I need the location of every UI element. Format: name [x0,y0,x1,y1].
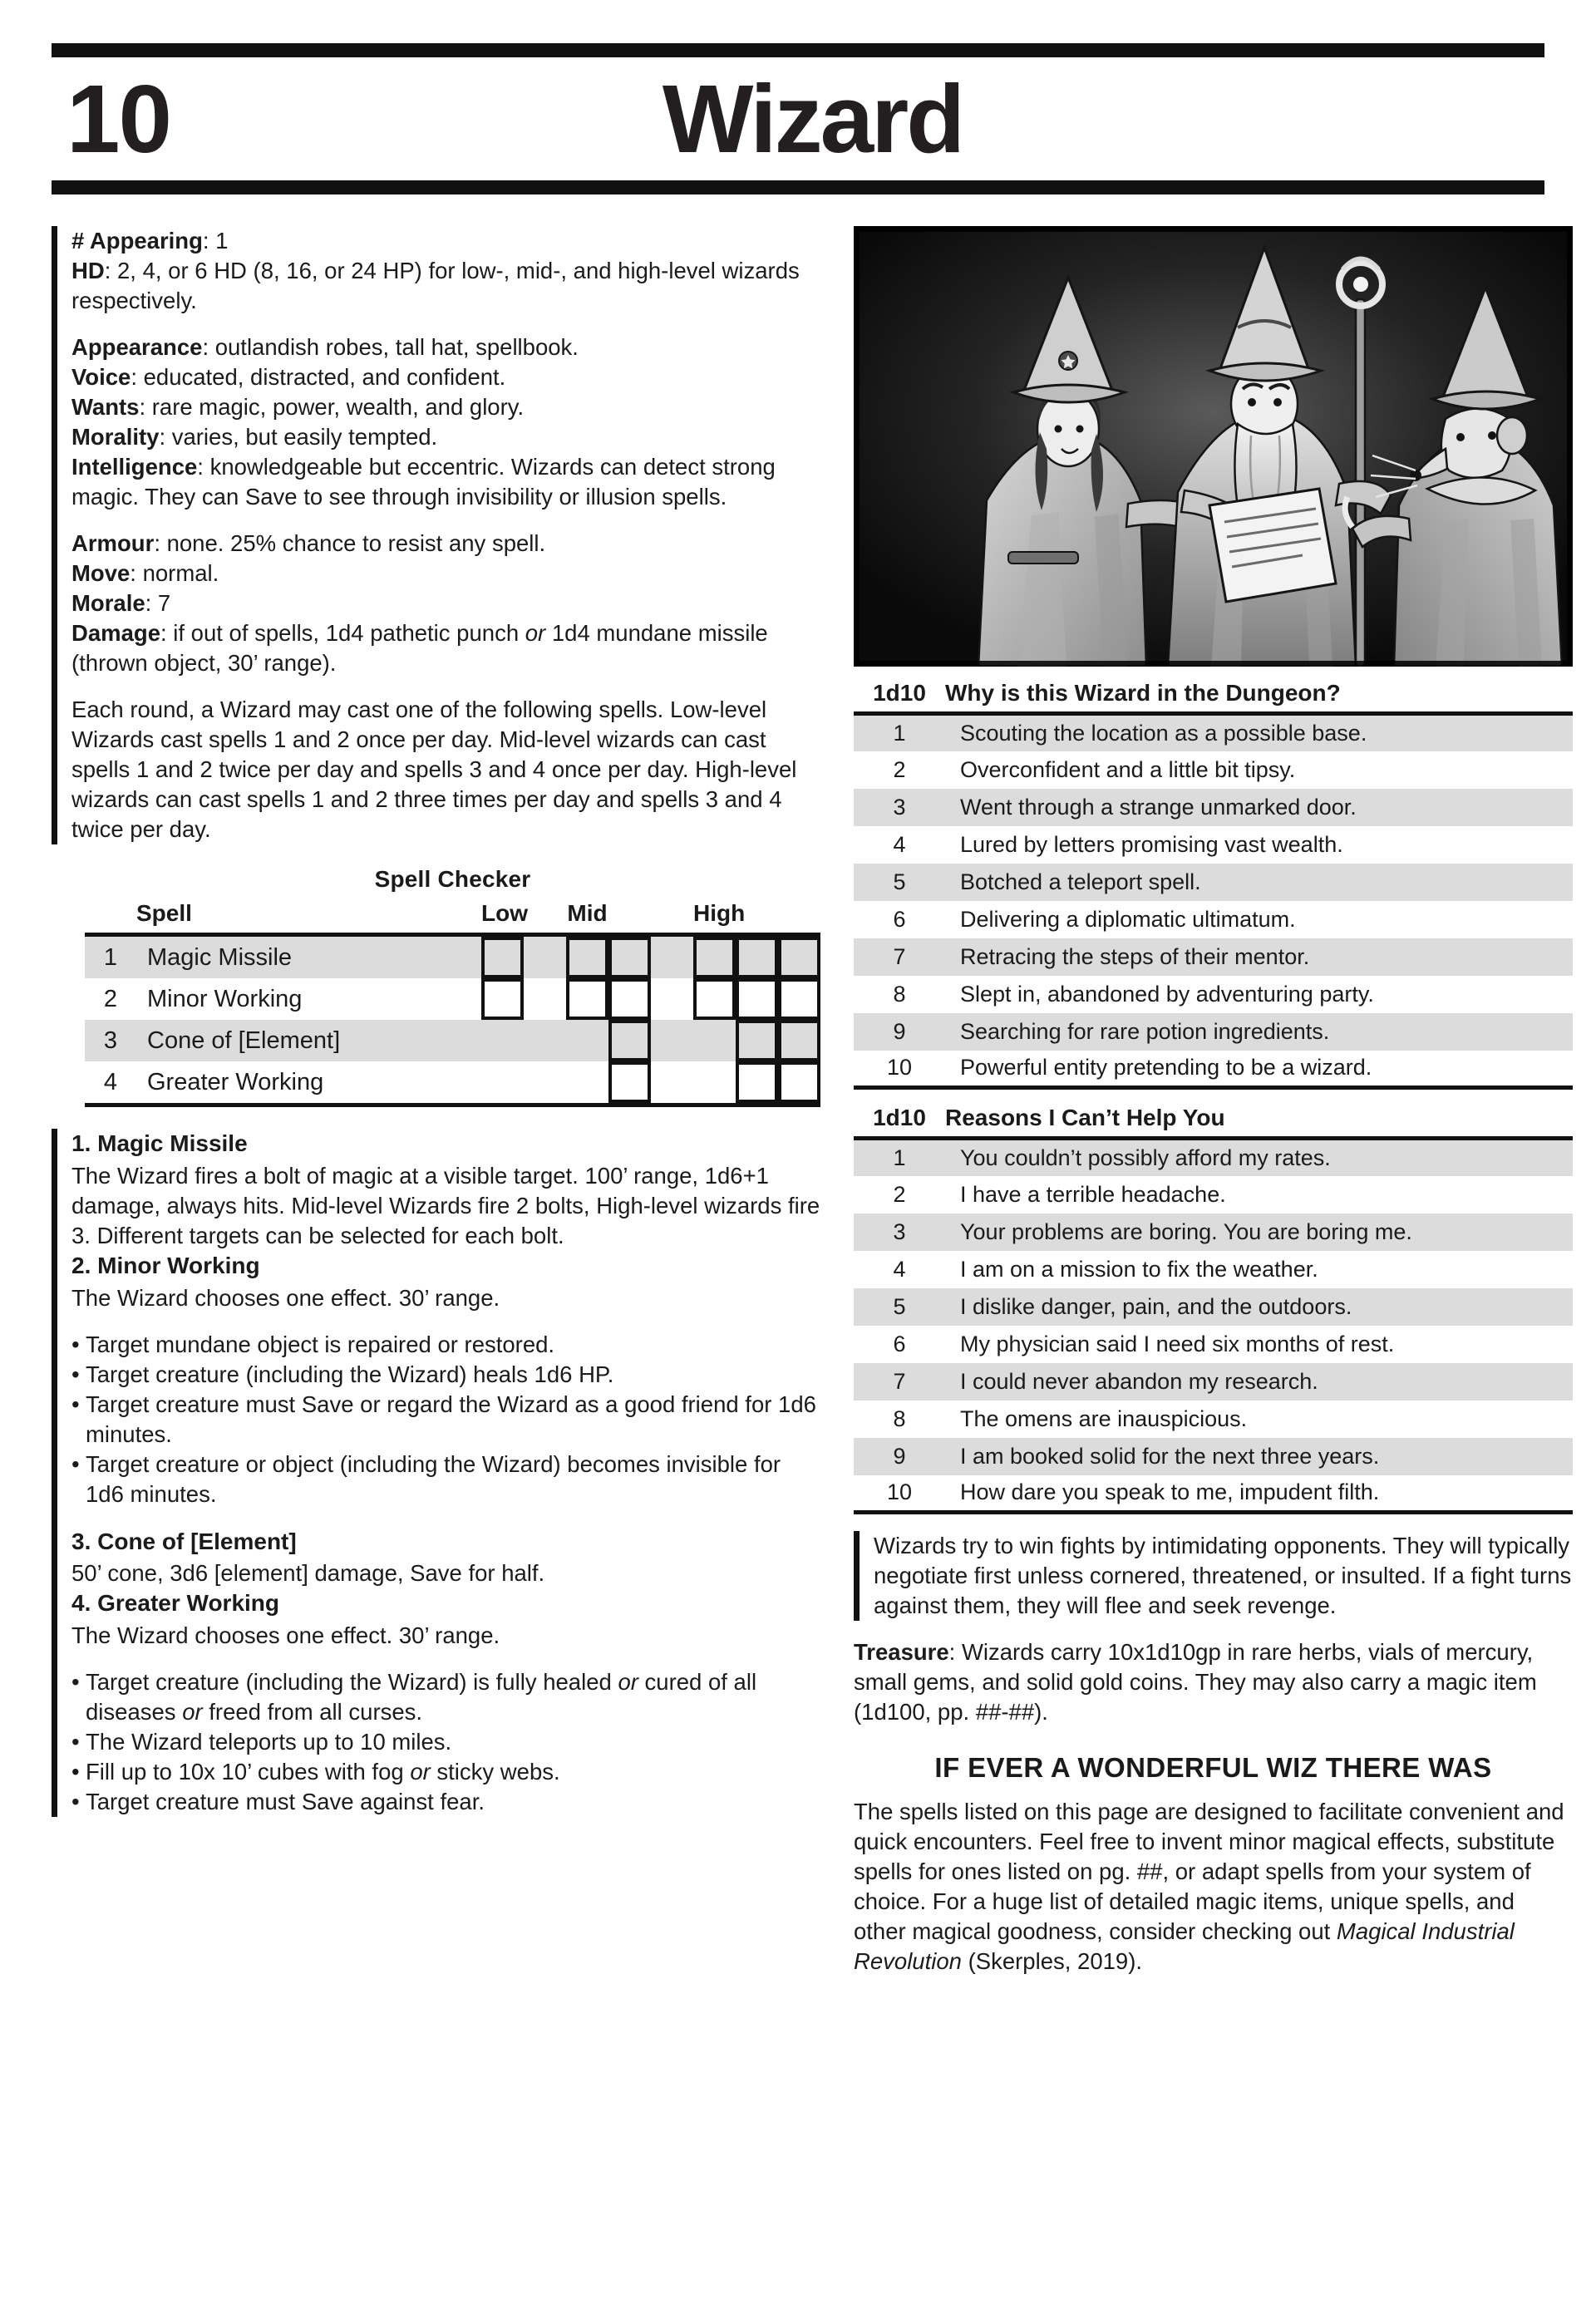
spell-2-bullets [71,1330,820,1509]
table-row [854,1288,1573,1326]
roll-value: 6 [893,1331,906,1356]
table-row [854,1326,1573,1363]
slot-spacer [524,1061,566,1103]
roll-value: 5 [854,1288,945,1326]
slot-spacer [566,1020,608,1061]
roll-result-text: Powerful entity pretending to be a wizard. [960,1055,1372,1081]
move-value: : normal. [130,560,219,587]
slot-spacer [524,937,566,978]
sc-col-high: High [693,900,746,927]
list-item: • Target mundane object is repaired or restored. [71,1330,820,1360]
roll-value: 8 [893,1405,906,1431]
list-item: • Target creature must Save or regard the Wizard as a good friend for 1d6 minutes. [71,1390,820,1450]
table-gap [854,1090,1573,1105]
list-item [71,1667,820,1727]
appearing-value: : 1 [202,228,229,254]
sc-col-low: Low [481,900,528,927]
list-item: • The Wizard teleports up to 10 miles. [71,1727,820,1757]
spell-checker-title: Spell Checker [374,866,531,893]
table-row [854,1013,1573,1051]
checkbox[interactable] [693,978,736,1020]
damage-value-b: 1d4 mundane missile (thrown object, 30’ range). [71,620,768,677]
stat-group-persona [71,332,820,512]
slot-spacer [693,1020,736,1061]
roll-result-text: Went through a strange unmarked door. [945,789,1573,826]
dungeon-table-header-row [854,680,1573,714]
armour-label: Armour [71,530,155,557]
spell-slot-empty [693,1020,736,1061]
slot-spacer [481,1020,524,1061]
spell-slot-empty [651,978,693,1020]
damage-label: Damage [71,620,160,647]
armour-value: : none. 25% chance to resist any spell. [154,530,546,557]
casting-rules: Each round, a Wizard may cast one of the following spells. Low-level Wizards cast spells 1 and 2 once per day. Mid-level wizards can cast spells 1 and 2 twice per day and spells 3 and 4 once per day. High-level wizards can cast spells 1 and 2 three times per day and spells 3 and 4 twice per day. [71,697,797,843]
roll-result-text: How dare you speak to me, impudent filth. [960,1479,1380,1505]
treasure-value: : Wizards carry 10x1d10gp in rare herbs, vials of mercury, small gems, and solid gold coins. They may also carry a magic item (1d100, pp. ##-##). [854,1639,1537,1725]
dungeon-reason-table [854,680,1573,1090]
slot-spacer [524,978,566,1020]
checkbox[interactable] [608,1020,651,1061]
header-row [52,57,1544,180]
spell-4-bullets [71,1667,820,1817]
sc-col-spacer-5 [778,900,820,935]
header-rule-bottom [52,180,1544,194]
roll-result-text: My physician said I need six months of rest. [960,1331,1395,1356]
checkbox[interactable] [608,937,651,978]
tactics-block [854,1531,1573,1621]
closing-heading: IF EVER A WONDERFUL WIZ THERE WAS [934,1752,1492,1784]
table-row [854,789,1573,826]
roll-value: 4 [893,1256,906,1282]
wants-value: : rare magic, power, wealth, and glory. [139,394,525,421]
roll-result-text: Overconfident and a little bit tipsy. [960,756,1296,782]
roll-value: 1 [854,714,945,751]
table-row [85,978,820,1020]
spell-slot-empty [524,978,566,1020]
tactics-text: Wizards try to win fights by intimidating opponents. They will typically negotiate first unless cornered, threatened, or insulted. If a fight turns against them, they will flee and seek revenge. [874,1533,1572,1619]
dungeon-table-head [854,680,1573,714]
spell-checker-table [85,900,820,1107]
table-row [85,1020,820,1061]
spell-2-body: The Wizard chooses one effect. 30’ range. [71,1284,500,1311]
roll-value: 10 [886,1479,913,1505]
roll-value: 2 [893,1181,906,1207]
roll-value: 3 [854,1213,945,1251]
morality-value: : varies, but easily tempted. [159,424,438,450]
checkbox[interactable] [778,1020,820,1061]
checkbox[interactable] [736,1061,778,1103]
wizards-illustration [854,226,1573,667]
checkbox[interactable] [608,1061,651,1103]
dungeon-roll-header: 1d10 [873,680,926,706]
spell-checker-body [85,935,820,1105]
table-row [85,935,820,979]
slot-spacer [566,1061,608,1103]
right-column [854,226,1573,1977]
table-row [854,826,1573,864]
roll-result-text: Delivering a diplomatic ultimatum. [960,906,1296,932]
checkbox[interactable] [778,937,820,978]
reasons-table-head [854,1105,1573,1139]
spell-slot-checkbox[interactable] [778,1020,820,1061]
sc-col-num [85,900,136,935]
checkbox[interactable] [736,937,778,978]
treasure-label: Treasure [854,1639,949,1666]
spell-slot-checkbox[interactable] [778,978,820,1020]
stat-block [52,226,820,844]
stat-group-combat [71,529,820,678]
checkbox[interactable] [736,1020,778,1061]
checkbox[interactable] [566,978,608,1020]
spell-slot-empty [524,1020,566,1061]
table-row [854,976,1573,1013]
table-row [854,1176,1573,1213]
sc-col-spacer-3 [651,900,693,935]
spell-entry-1 [71,1129,820,1251]
reasons-table-body [854,1139,1573,1513]
checkbox[interactable] [481,937,524,978]
table-row [854,1139,1573,1176]
roll-result-text: I have a terrible headache. [960,1181,1226,1207]
morality-label: Morality [71,424,160,450]
roll-result-text: I could never abandon my research. [945,1363,1573,1401]
roll-result-text: Your problems are boring. You are boring me. [945,1213,1573,1251]
spell-1-heading: 1. Magic Missile [71,1130,248,1157]
list-item: • Target creature or object (including the Wizard) becomes invisible for 1d6 minutes. [71,1450,820,1509]
roll-value: 6 [893,906,906,932]
page-title: Wizard [662,65,963,173]
spell-slot-checkbox[interactable] [608,935,651,979]
appearing-label: # Appearing [71,228,203,254]
treasure-text [854,1637,1573,1727]
content-columns [52,226,1572,1977]
slot-spacer [651,1020,693,1061]
sc-col-spell: Spell [136,900,192,927]
spell-slot-checkbox[interactable] [608,1020,651,1061]
gb3-b: sticky webs. [430,1759,560,1785]
spell-number: 1 [85,935,136,979]
checkbox[interactable] [608,978,651,1020]
spell-slot-checkbox[interactable] [608,978,651,1020]
spell-entry-4 [71,1588,820,1817]
spell-slot-checkbox[interactable] [693,978,736,1020]
spell-4-body: The Wizard chooses one effect. 30’ range. [71,1622,500,1649]
left-column [52,226,820,1817]
dungeon-table-body [854,714,1573,1088]
roll-value: 7 [854,1363,945,1401]
spell-slot-empty [481,1020,524,1061]
list-item: • Target creature (including the Wizard) heals 1d6 HP. [71,1360,820,1390]
roll-result-text: Searching for rare potion ingredients. [945,1013,1573,1051]
spell-slot-checkbox[interactable] [693,935,736,979]
roll-value: 3 [854,789,945,826]
closing-body-a: The spells listed on this page are designed to facilitate convenient and quick encounters. Feel free to invent minor magical effects, substitute spells for ones listed on pg. ##, or adapt spells from your system of choice. For a huge list of detailed magic items, unique spells, and other magical goodness, consider checking out [854,1799,1564,1945]
spell-slot-empty [481,1061,524,1105]
stat-group-basics [71,226,820,316]
roll-result-text: The omens are inauspicious. [960,1405,1248,1431]
spell-name: Greater Working [147,1068,324,1095]
voice-value: : educated, distracted, and confident. [131,364,506,391]
spell-entry-2 [71,1251,820,1509]
checkbox[interactable] [778,978,820,1020]
scroll-prop [1209,489,1336,602]
slot-spacer [481,1061,524,1103]
morale-value: : 7 [145,590,171,617]
slot-spacer [693,1061,736,1103]
table-row [854,864,1573,901]
appearance-value: : outlandish robes, tall hat, spellbook. [202,334,579,361]
wants-label: Wants [71,394,140,421]
table-row [854,751,1573,789]
list-item [71,1757,820,1787]
roll-result-text: I am on a mission to fix the weather. [960,1256,1318,1282]
spell-slot-checkbox[interactable] [736,935,778,979]
roll-result-text: You couldn’t possibly afford my rates. [945,1139,1573,1176]
spell-descriptions [52,1129,820,1817]
sc-col-spacer-1 [524,900,566,935]
table-row [854,1213,1573,1251]
spell-3-heading: 3. Cone of [Element] [71,1528,297,1554]
spell-slot-checkbox[interactable] [481,935,524,979]
morale-label: Morale [71,590,145,617]
damage-or: or [525,620,546,647]
slot-spacer [651,937,693,978]
roll-result-text: Slept in, abandoned by adventuring party. [960,981,1374,1007]
reasons-roll-header: 1d10 [873,1105,926,1130]
slot-spacer [651,978,693,1020]
page-number: 10 [66,65,171,173]
roll-value: 4 [893,831,906,857]
spell-checker-head [85,900,820,935]
spell-slot-checkbox[interactable] [778,1061,820,1105]
checkbox[interactable] [736,978,778,1020]
spell-slot-empty [651,1020,693,1061]
book-title: Magical Industrial Revolution [854,1918,1515,1975]
roll-result-text: Scouting the location as a possible base. [945,714,1573,751]
slot-spacer [651,1061,693,1103]
roll-value: 7 [854,938,945,976]
roll-result-text: Lured by letters promising vast wealth. [960,831,1343,857]
spell-name: Minor Working [147,985,303,1012]
intelligence-value: : knowledgeable but eccentric. Wizards can detect strong magic. They can Save to see through invisibility or illusion spells. [71,454,776,510]
table-row [854,938,1573,976]
table-row [854,1401,1573,1438]
spell-4-heading: 4. Greater Working [71,1590,280,1617]
table-row [854,1475,1573,1513]
spell-slot-empty [651,1061,693,1105]
gb1-b: cured of all diseases [86,1669,757,1725]
table-row [854,1051,1573,1088]
spell-slot-checkbox[interactable] [566,935,608,979]
spell-2-heading: 2. Minor Working [71,1253,260,1279]
roll-value: 8 [893,981,906,1007]
spell-slot-checkbox[interactable] [481,978,524,1020]
roll-value: 1 [854,1139,945,1176]
spell-entry-3 [71,1527,820,1589]
table-row [854,1363,1573,1401]
spell-1-body: The Wizard fires a bolt of magic at a visible target. 100’ range, 1d6+1 damage, always hits. Mid-level Wizards fire 2 bolts, High-level wizards fire 3. Different targets can be selected for each bolt. [71,1162,820,1248]
roll-result-text: I am booked solid for the next three years. [945,1438,1573,1475]
spell-slot-empty [524,935,566,979]
spell-name: Magic Missile [136,935,481,979]
hd-label: HD [71,258,105,284]
closing-body-b: (Skerples, 2019). [961,1948,1142,1975]
spell-slot-checkbox[interactable] [566,978,608,1020]
spell-3-body: 50’ cone, 3d6 [element] damage, Save for half. [71,1560,545,1587]
checkbox[interactable] [481,978,524,1020]
intelligence-label: Intelligence [71,454,198,480]
hd-value: : 2, 4, or 6 HD (8, 16, or 24 HP) for low-, mid-, and high-level wizards respectively. [71,258,800,314]
spell-slot-empty [524,1061,566,1105]
sc-col-spacer-2 [608,900,651,935]
gb3-or: or [410,1759,431,1785]
spell-slot-checkbox[interactable] [736,1020,778,1061]
gb1-a: Target creature (including the Wizard) is fully healed [86,1669,618,1696]
dungeon-table-title: Why is this Wizard in the Dungeon? [945,680,1341,706]
slot-spacer [524,1020,566,1061]
table-row [854,714,1573,751]
voice-label: Voice [71,364,131,391]
roll-result-text: I dislike danger, pain, and the outdoors. [945,1288,1573,1326]
table-row [854,1251,1573,1288]
reasons-table [854,1105,1573,1514]
spell-number: 3 [85,1020,136,1061]
checkbox[interactable] [778,1061,820,1103]
checkbox[interactable] [566,937,608,978]
roll-result-text: Retracing the steps of their mentor. [945,938,1573,976]
damage-value-a: : if out of spells, 1d4 pathetic punch [160,620,525,647]
spell-slot-checkbox[interactable] [778,935,820,979]
gb1-c: freed from all curses. [202,1699,423,1725]
roll-value: 9 [854,1438,945,1475]
spell-slot-empty [693,1061,736,1105]
spell-slot-empty [566,1020,608,1061]
spell-number: 2 [103,985,118,1012]
move-label: Move [71,560,131,587]
roll-value: 9 [854,1013,945,1051]
gb1-or2: or [182,1699,203,1725]
table-row [85,1061,820,1105]
closing-body [854,1797,1573,1977]
spell-checker-header-row [85,900,820,935]
spell-number: 4 [103,1068,118,1095]
reasons-table-title: Reasons I Can’t Help You [945,1105,1225,1130]
spell-slot-checkbox[interactable] [736,1061,778,1105]
roll-value: 5 [854,864,945,901]
spell-checker [52,866,820,1107]
spell-slot-empty [651,935,693,979]
table-row [854,901,1573,938]
gb3-a: Fill up to 10x 10’ cubes with fog [86,1759,411,1785]
wizards-illustration-art [854,226,1573,667]
gb1-or1: or [618,1669,638,1696]
roll-result-text: Botched a teleport spell. [945,864,1573,901]
list-item: • Target creature must Save against fear. [71,1787,820,1817]
page-header [52,43,1544,194]
roll-value: 2 [893,756,906,782]
header-rule-top [52,43,1544,57]
roll-value: 10 [886,1055,913,1081]
reasons-table-header-row [854,1105,1573,1139]
sc-col-mid: Mid [567,900,608,927]
checkbox[interactable] [693,937,736,978]
spell-slot-checkbox[interactable] [736,978,778,1020]
spell-slot-empty [566,1061,608,1105]
spell-name: Cone of [Element] [136,1020,481,1061]
spell-slot-checkbox[interactable] [608,1061,651,1105]
table-row [854,1438,1573,1475]
appearance-label: Appearance [71,334,203,361]
